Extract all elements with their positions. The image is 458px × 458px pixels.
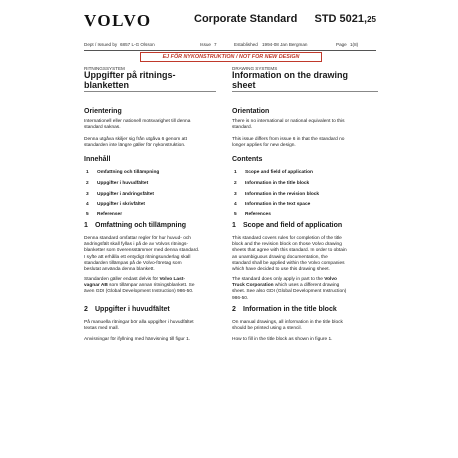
en-section-2-p2: How to fill in the title block as shown in figure 1. [232, 337, 333, 342]
en-orientation-p1 [232, 119, 345, 131]
header-rule [84, 50, 376, 51]
sv-toc-item [86, 170, 159, 175]
en-toc-label: Information in the text space [245, 202, 311, 207]
sv-toc-label: Referenser [97, 212, 123, 217]
sv-text-line: textas med mall. [84, 326, 119, 332]
en-toc-label: Information in the title block [245, 181, 310, 186]
sv-section-1-title: Omfattning och tillämpning [95, 222, 186, 229]
sv-toc-num: 2 [86, 181, 89, 186]
sv-toc-item [86, 192, 154, 197]
sv-title-line2: blanketten [84, 79, 130, 90]
en-toc-label: References [245, 212, 271, 217]
sv-toc-num: 5 [86, 212, 89, 217]
sv-orientering-p2 [84, 137, 187, 149]
en-text-line: sheet. See also GDI (Global Development Instruction) [232, 289, 347, 295]
sv-text-line: ändringsfält skall fyllas i på de av Volvos ritnings- [84, 242, 188, 248]
sv-text-line: I syfte att erhålla ett entydigt ritningsunderlag skall [84, 254, 191, 260]
standard-number [315, 13, 377, 25]
en-toc-label: Scope and field of application [245, 170, 313, 175]
en-orientation-p1-line2: standard. [232, 125, 253, 131]
en-section-2-title: Information in the title block [243, 306, 337, 313]
not-for-new-design-stamp: EJ FÖR NYKONSTRUKTION / NOT FOR NEW DESIGN [140, 52, 322, 62]
en-orientation-p2 [232, 137, 344, 149]
en-toc-item [234, 192, 319, 197]
sv-title [84, 71, 176, 90]
sv-bold-span: vagnar AB [84, 283, 108, 289]
sv-text-span: som tillämpar annan ritningsblankett. Se [107, 283, 195, 289]
sv-orientering-p1-line2: standard saknas. [84, 125, 121, 131]
sv-toc-item [86, 202, 145, 207]
en-section-1-title: Scope and field of application [243, 222, 343, 229]
en-title-line2: sheet [232, 79, 256, 90]
sv-section-label: RITNINGSSYSTEM [84, 66, 125, 71]
established-value: 1994-08 Jan Bergman [262, 42, 308, 47]
sv-orientering-heading: Orientering [84, 108, 122, 115]
en-toc-item [234, 181, 309, 186]
en-text-line: block and the revision block on those Volvo drawing [232, 242, 342, 248]
en-text-line: sheets that agree with this standard. In order to obtain [232, 248, 347, 254]
document-header [84, 11, 376, 37]
en-orientation-p2-line2: longer applies for new design. [232, 143, 296, 149]
sv-text-line: Denna standard omfattar regler för hur huvud- och [84, 236, 191, 241]
sv-section-2-title: Uppgifter i huvudfältet [95, 306, 170, 313]
en-section-2-p1 [232, 320, 343, 332]
en-orientation-p1-line1: There is no international or national equivalent to this [232, 119, 345, 124]
en-toc-num: 5 [234, 212, 237, 217]
sv-toc-item [86, 181, 148, 186]
sv-text-line: blanketter som överensstämmer med denna standard. [84, 248, 200, 254]
sv-toc-num: 1 [86, 170, 89, 175]
sv-toc-label: Uppgifter i huvudfältet [97, 181, 149, 186]
page-label: Page [336, 42, 347, 47]
sv-text-line: även GDI (Global Development Instruction) 986-50. [84, 289, 194, 295]
established-label: Established [234, 42, 258, 47]
page-value: 1(8) [350, 42, 359, 47]
sv-toc-label: Uppgifter i skrivfältet [97, 202, 145, 207]
en-toc-num: 4 [234, 202, 237, 207]
sv-section-2-p2: Anvisningar för ifyllning med hänvisning till figur 1. [84, 337, 191, 342]
en-text-line: On manual drawings, all information in the title block [232, 320, 343, 325]
volvo-logo: VOLVO [84, 11, 152, 30]
sv-orientering-p1 [84, 119, 190, 131]
en-section-2-heading [232, 306, 337, 313]
sv-text-span: Standarden gäller endast delvis för [84, 277, 160, 282]
sv-section-2-num: 2 [84, 306, 88, 313]
en-bold-span: Truck Corporation [232, 283, 274, 289]
en-text-span: The standard does only apply in part to the [232, 277, 325, 282]
en-section-1-p1 [232, 236, 347, 273]
en-section-label: DRAWING SYSTEMS [232, 66, 278, 71]
en-title [232, 71, 348, 90]
sv-section-1-num: 1 [84, 222, 88, 229]
sv-orientering-p1-line1: Internationell eller nationell motsvarighet till denna [84, 119, 191, 124]
document-type: Corporate Standard [194, 13, 298, 25]
sv-text-line: standarden tillämpas på de Volvo-företag som [84, 260, 182, 266]
en-text-line: standard shall be applied within the Volvo companies [232, 260, 345, 266]
en-toc-item [234, 170, 313, 175]
sv-toc-item [86, 212, 122, 217]
dept-value: 6857 L-G Olsson [120, 42, 155, 47]
sv-section-2-heading [84, 306, 170, 313]
en-text-line: an unambiguous drawing documentation, the [232, 254, 328, 260]
en-bold-span: Volvo [324, 277, 337, 282]
sv-section-1-p2 [84, 277, 194, 296]
en-toc-item [234, 202, 310, 207]
en-orientation-heading: Orientation [232, 108, 270, 115]
en-title-line1: Information on the drawing [232, 70, 348, 80]
en-toc-num: 3 [234, 192, 237, 197]
dept-label: Dept / Issued by [84, 42, 118, 47]
sv-section-1-heading [84, 222, 186, 229]
standard-number-prefix: STD 5021, [314, 13, 368, 25]
en-toc-num: 2 [234, 181, 237, 186]
en-toc-label: Information in the revision block [245, 192, 320, 197]
en-contents-heading: Contents [232, 156, 263, 163]
sv-title-divider [84, 91, 216, 92]
issue-label: Issue [200, 42, 211, 47]
standard-number-suffix: 25 [367, 15, 376, 24]
en-toc-num: 1 [234, 170, 237, 175]
en-text-span: which uses a different drawing [273, 283, 340, 289]
en-section-2-num: 2 [232, 306, 236, 313]
sv-orientering-p2-line1: Denna utgåva skiljer sig från utgåva 6 genom att [84, 137, 187, 142]
issue-value: 7 [214, 42, 217, 47]
en-section-1-p2 [232, 277, 346, 302]
sv-text-line: På manuella ritningar bör alla uppgifter i huvudfältet [84, 320, 194, 325]
sv-toc-label: Omfattning och tillämpning [97, 170, 160, 175]
en-text-line: 986-50. [232, 295, 249, 301]
sv-innehall-heading: Innehåll [84, 156, 111, 163]
en-text-line: which have decided to use this drawing sheet. [232, 267, 330, 273]
en-text-line: This standard covers rules for completion of the title [232, 236, 342, 241]
sv-section-1-p1 [84, 236, 199, 273]
sv-title-line1: Uppgifter på ritnings- [84, 70, 176, 80]
en-toc-item [234, 212, 271, 217]
sv-toc-label: Uppgifter i ändringsfältet [97, 192, 155, 197]
sv-bold-span: Volvo Last- [159, 277, 185, 282]
sv-toc-num: 4 [86, 202, 89, 207]
en-section-1-num: 1 [232, 222, 236, 229]
en-title-divider [232, 91, 378, 92]
sv-toc-num: 3 [86, 192, 89, 197]
sv-text-line: beslutat använda denna blankett. [84, 267, 155, 273]
sv-orientering-p2-line2: standarden inte längre gäller för nykonstruktion. [84, 143, 186, 149]
en-text-line: should be printed using a stencil. [232, 326, 302, 332]
sv-section-2-p1 [84, 320, 194, 332]
en-section-1-heading [232, 222, 342, 229]
en-orientation-p2-line1: This issue differs from issue 6 in that the standard no [232, 137, 345, 142]
